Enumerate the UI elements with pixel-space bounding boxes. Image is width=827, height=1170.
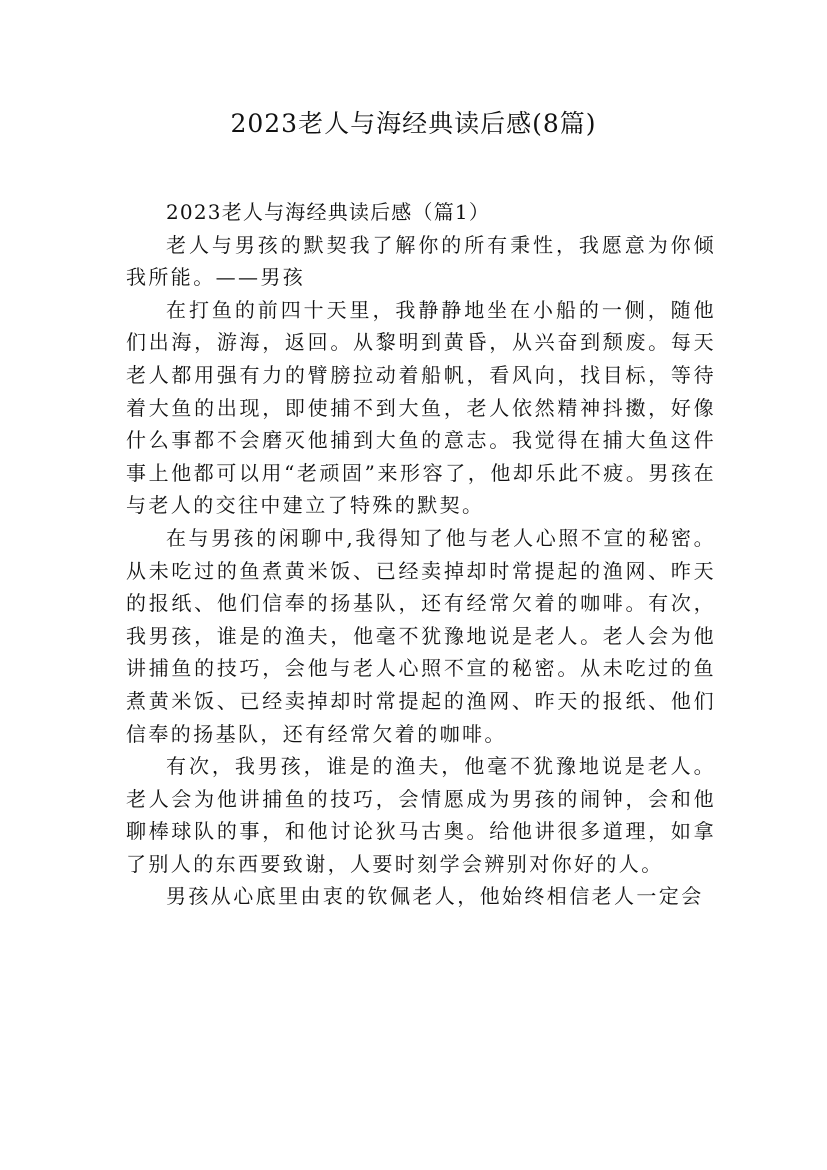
document-title: 2023老人与海经典读后感(8篇) <box>230 109 597 138</box>
paragraph: 在打鱼的前四十天里，我静静地坐在小船的一侧，随他们出海，游海，返回。从黎明到黄昏，从兴奋到颓废。每天老人都用强有力的臂膀拉动着船帆，看风向，找目标，等待着大鱼的出现，即使捕不到大鱼，老人依然精神抖擞，好像什么事都不会磨灭他捕到大鱼的意志。我觉得在捕大鱼这件事上他都可以用“老顽固”来形容了，他却乐此不疲。男孩在与老人的交往中建立了特殊的默契。 <box>126 297 716 518</box>
paragraph: 老人与男孩的默契我了解你的所有秉性，我愿意为你倾我所能。——男孩 <box>126 232 716 290</box>
paragraph: 有次，我男孩，谁是的渔夫，他毫不犹豫地说是老人。老人会为他讲捕鱼的技巧，会情愿成为男孩的闹钟，会和他聊棒球队的事，和他讨论狄马古奥。给他讲很多道理，如拿了别人的东西要致谢，人要时刻学会辨别对你好的人。 <box>126 754 716 876</box>
document-body <box>126 196 716 913</box>
paragraph: 在与男孩的闲聊中,我得知了他与老人心照不宣的秘密。从未吃过的鱼煮黄米饭、已经卖掉却时常提起的渔网、昨天的报纸、他们信奉的扬基队，还有经常欠着的咖啡。有次，我男孩，谁是的渔夫，他毫不犹豫地说是老人。老人会为他讲捕鱼的技巧，会他与老人心照不宣的秘密。从未吃过的鱼煮黄米饭、已经卖掉却时常提起的渔网、昨天的报纸、他们信奉的扬基队，还有经常欠着的咖啡。 <box>126 525 716 746</box>
section-heading: 2023老人与海经典读后感（篇1） <box>166 200 491 224</box>
paragraph: 男孩从心底里由衷的钦佩老人，他始终相信老人一定会 <box>166 884 704 909</box>
